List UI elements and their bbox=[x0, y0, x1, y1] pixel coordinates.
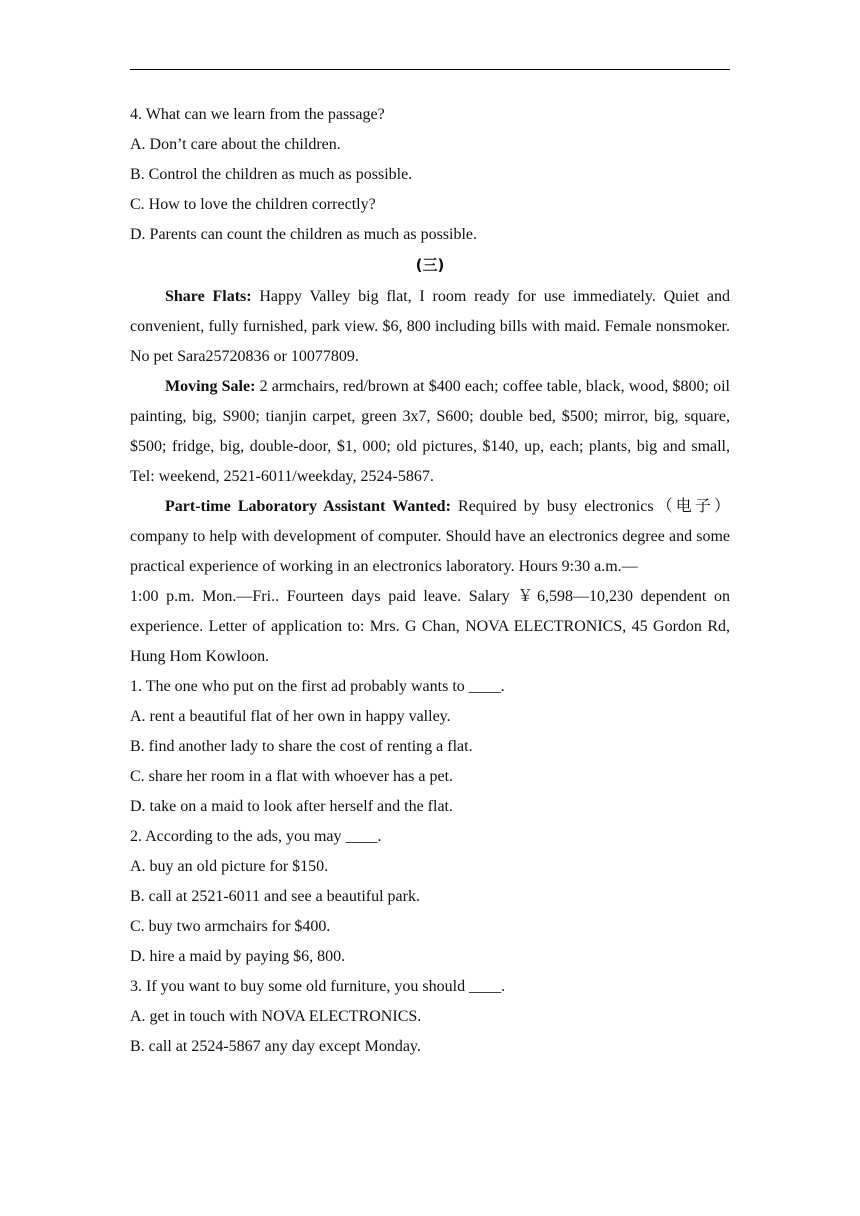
question-1 bbox=[130, 672, 730, 822]
option-d: D. hire a maid by paying $6, 800. bbox=[130, 948, 346, 965]
ad-moving-sale bbox=[130, 372, 730, 492]
ad-body: 2 armchairs, red/brown at $400 each; coffee table, black, wood, $800; oil painting, big, S900; tianjin carpet, green 3x7, S600; double bed, $500; mirror, big, square, $500; fridge, big, double-door, $1, 000; old pictures, $140, up, each; plants, big and small, Tel: weekend, 2521-6011/weekday, 2524-5867. bbox=[130, 378, 731, 485]
option-a: A. buy an old picture for $150. bbox=[130, 858, 329, 875]
ad-lab-assistant bbox=[130, 492, 730, 582]
option-a: A. get in touch with NOVA ELECTRONICS. bbox=[130, 1008, 422, 1025]
option-c: C. share her room in a flat with whoever has a pet. bbox=[130, 768, 454, 785]
option-b: B. call at 2524-5867 any day except Monday. bbox=[130, 1038, 421, 1055]
ad-heading: Part-time Laboratory Assistant Wanted: bbox=[165, 498, 451, 515]
option-d: D. Parents can count the children as much as possible. bbox=[130, 226, 478, 243]
ad-lab-assistant-continued: 1:00 p.m. Mon.—Fri.. Fourteen days paid leave. Salary ￥6,598—10,230 dependent on experience. Letter of application to: Mrs. G Chan, NOVA ELECTRONICS, 45 Gordon Rd, Hung Hom Kowloon. bbox=[130, 588, 730, 665]
ad-body: Required by busy electronics（电子）company to help with development of computer. Should have an electronics degree and some practical experience of working in an electronics laboratory. Hours 9:30 a.m.— bbox=[130, 498, 730, 575]
ad-body: Happy Valley big flat, I room ready for use immediately. Quiet and convenient, fully furnished, park view. $6, 800 including bills with maid. Female nonsmoker. No pet Sara25720836 or 10077809. bbox=[130, 288, 731, 365]
option-a: A. rent a beautiful flat of her own in happy valley. bbox=[130, 708, 451, 725]
header-rule bbox=[130, 69, 730, 70]
question-stem: 1. The one who put on the first ad probably wants to ____. bbox=[130, 678, 505, 695]
ad-share-flats bbox=[130, 282, 730, 372]
question-3 bbox=[130, 972, 730, 1062]
option-b: B. call at 2521-6011 and see a beautiful park. bbox=[130, 888, 420, 905]
document-body bbox=[130, 100, 730, 1062]
question-stem: 2. According to the ads, you may ____. bbox=[130, 828, 382, 845]
option-d: D. take on a maid to look after herself and the flat. bbox=[130, 798, 453, 815]
section-title: (三) bbox=[415, 256, 445, 274]
question-2 bbox=[130, 822, 730, 972]
option-c: C. buy two armchairs for $400. bbox=[130, 918, 331, 935]
ad-heading: Share Flats: bbox=[165, 288, 252, 305]
question-stem: 4. What can we learn from the passage? bbox=[130, 106, 385, 123]
option-a: A. Don’t care about the children. bbox=[130, 136, 341, 153]
ad-heading: Moving Sale: bbox=[165, 378, 256, 395]
option-c: C. How to love the children correctly? bbox=[130, 196, 376, 213]
option-b: B. find another lady to share the cost of renting a flat. bbox=[130, 738, 473, 755]
option-b: B. Control the children as much as possible. bbox=[130, 166, 413, 183]
question-stem: 3. If you want to buy some old furniture, you should ____. bbox=[130, 978, 506, 995]
previous-question bbox=[130, 100, 730, 250]
